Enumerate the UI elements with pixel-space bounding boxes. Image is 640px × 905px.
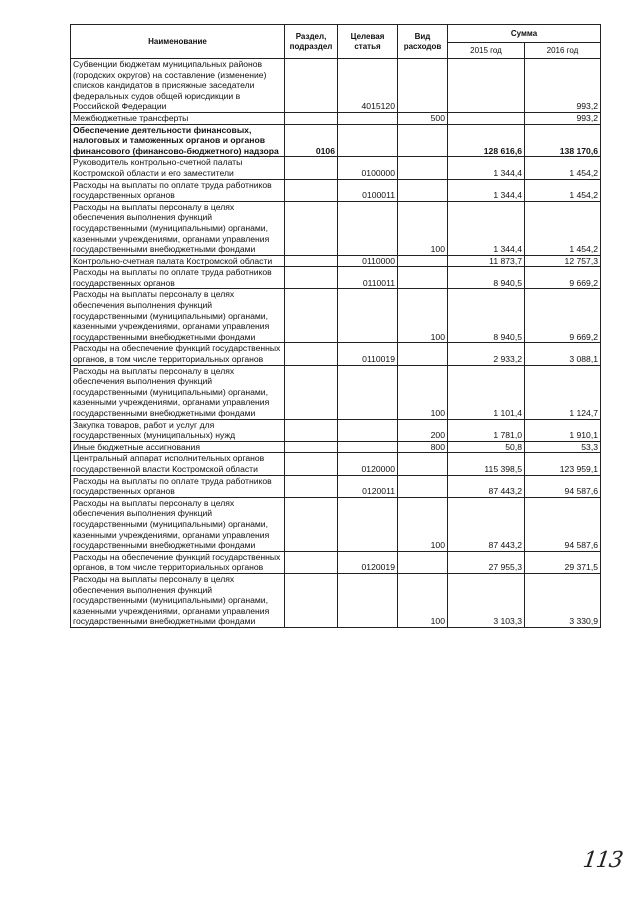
table-row (71, 289, 601, 343)
row-sum-2016: 3 088,1 (525, 343, 601, 365)
row-sum-2015: 8 940,5 (448, 267, 525, 289)
row-sum-2015 (448, 112, 525, 124)
row-sum-2015: 1 101,4 (448, 365, 525, 419)
row-sum-2015: 2 933,2 (448, 343, 525, 365)
row-sum-2016: 993,2 (525, 112, 601, 124)
row-sum-2016: 1 454,2 (525, 157, 601, 179)
table-row (71, 441, 601, 453)
header-target: Целевая статья (338, 25, 398, 59)
row-target (338, 497, 398, 551)
row-sum-2015: 50,8 (448, 441, 525, 453)
row-name: Расходы на обеспечение функций государственных органов, в том числе территориальных органов (71, 343, 285, 365)
row-expense-type (398, 157, 448, 179)
row-section (285, 267, 338, 289)
table-row (71, 419, 601, 441)
row-sum-2015: 1 344,4 (448, 201, 525, 255)
table-row (71, 551, 601, 573)
row-sum-2016: 29 371,5 (525, 551, 601, 573)
row-target (338, 201, 398, 255)
row-target: 0100000 (338, 157, 398, 179)
row-section (285, 573, 338, 627)
table-row (71, 573, 601, 627)
row-section (285, 441, 338, 453)
row-sum-2016: 94 587,6 (525, 475, 601, 497)
row-name: Расходы на выплаты персоналу в целях обеспечения выполнения функций государственными (муниципальными) органами, казенными учреждениями, органами управления государственными внебюджетными фондами (71, 289, 285, 343)
table-row (71, 157, 601, 179)
row-expense-type: 200 (398, 419, 448, 441)
row-sum-2016: 12 757,3 (525, 255, 601, 267)
row-expense-type (398, 475, 448, 497)
table-row (71, 124, 601, 157)
row-section (285, 475, 338, 497)
row-sum-2016: 9 669,2 (525, 267, 601, 289)
row-name: Расходы на выплаты персоналу в целях обеспечения выполнения функций государственными (муниципальными) органами, казенными учреждениями, органами управления государственными внебюджетными фондами (71, 201, 285, 255)
row-sum-2016: 94 587,6 (525, 497, 601, 551)
row-expense-type: 100 (398, 289, 448, 343)
row-section (285, 59, 338, 113)
row-sum-2015: 27 955,3 (448, 551, 525, 573)
page-number: 113 (581, 848, 624, 873)
row-sum-2016: 1 910,1 (525, 419, 601, 441)
row-name: Расходы на обеспечение функций государственных органов, в том числе территориальных органов (71, 551, 285, 573)
table-header (71, 25, 601, 59)
row-sum-2016: 1 124,7 (525, 365, 601, 419)
row-expense-type (398, 59, 448, 113)
row-sum-2015: 11 873,7 (448, 255, 525, 267)
row-sum-2015: 87 443,2 (448, 497, 525, 551)
row-target: 0110011 (338, 267, 398, 289)
table-row (71, 112, 601, 124)
row-name: Контрольно-счетная палата Костромской области (71, 255, 285, 267)
row-section (285, 201, 338, 255)
row-name: Расходы на выплаты персоналу в целях обеспечения выполнения функций государственными (муниципальными) органами, казенными учреждениями, органами управления государственными внебюджетными фондами (71, 365, 285, 419)
row-expense-type (398, 255, 448, 267)
row-expense-type: 100 (398, 201, 448, 255)
row-target: 0100011 (338, 179, 398, 201)
row-sum-2016: 1 454,2 (525, 201, 601, 255)
row-name: Руководитель контрольно-счетной палаты Костромской области и его заместители (71, 157, 285, 179)
header-year-2015: 2015 год (448, 43, 525, 59)
row-expense-type (398, 551, 448, 573)
row-expense-type (398, 124, 448, 157)
row-section (285, 289, 338, 343)
table-row (71, 59, 601, 113)
row-section (285, 112, 338, 124)
row-name: Субвенции бюджетам муниципальных районов (городских округов) на составление (изменение) списков кандидатов в присяжные заседатели федеральных судов общей юрисдикции в Российской Федерации (71, 59, 285, 113)
row-target (338, 289, 398, 343)
row-sum-2016: 9 669,2 (525, 289, 601, 343)
table-row (71, 267, 601, 289)
row-sum-2015: 128 616,6 (448, 124, 525, 157)
row-sum-2015: 1 344,4 (448, 157, 525, 179)
header-expense-type: Вид расходов (398, 25, 448, 59)
row-expense-type (398, 179, 448, 201)
row-target: 0110019 (338, 343, 398, 365)
row-expense-type (398, 343, 448, 365)
row-sum-2015: 1 781,0 (448, 419, 525, 441)
row-target (338, 112, 398, 124)
row-section (285, 255, 338, 267)
header-section: Раздел, подраздел (285, 25, 338, 59)
row-sum-2016: 138 170,6 (525, 124, 601, 157)
row-expense-type: 800 (398, 441, 448, 453)
row-target (338, 419, 398, 441)
table-row (71, 365, 601, 419)
table-row (71, 255, 601, 267)
row-name: Расходы на выплаты персоналу в целях обеспечения выполнения функций государственными (муниципальными) органами, казенными учреждениями, органами управления государственными внебюджетными фондами (71, 573, 285, 627)
row-name: Расходы на выплаты по оплате труда работников государственных органов (71, 179, 285, 201)
row-sum-2015: 8 940,5 (448, 289, 525, 343)
row-expense-type (398, 453, 448, 475)
table-row (71, 179, 601, 201)
row-section (285, 179, 338, 201)
table-row (71, 343, 601, 365)
row-sum-2016: 1 454,2 (525, 179, 601, 201)
header-sum: Сумма (448, 25, 601, 43)
table-row (71, 497, 601, 551)
table-body (71, 59, 601, 628)
row-name: Расходы на выплаты персоналу в целях обеспечения выполнения функций государственными (муниципальными) органами, казенными учреждениями, органами управления государственными внебюджетными фондами (71, 497, 285, 551)
row-section (285, 343, 338, 365)
row-sum-2016: 53,3 (525, 441, 601, 453)
row-target: 0120000 (338, 453, 398, 475)
row-name: Расходы на выплаты по оплате труда работников государственных органов (71, 475, 285, 497)
budget-table (70, 24, 601, 628)
row-sum-2015 (448, 59, 525, 113)
row-section (285, 419, 338, 441)
row-section (285, 365, 338, 419)
row-name: Центральный аппарат исполнительных органов государственной власти Костромской области (71, 453, 285, 475)
header-name: Наименование (71, 25, 285, 59)
row-name: Иные бюджетные ассигнования (71, 441, 285, 453)
header-year-2016: 2016 год (525, 43, 601, 59)
row-section (285, 453, 338, 475)
row-name: Закупка товаров, работ и услуг для государственных (муниципальных) нужд (71, 419, 285, 441)
row-expense-type (398, 267, 448, 289)
row-target: 0120019 (338, 551, 398, 573)
row-expense-type: 500 (398, 112, 448, 124)
row-target (338, 365, 398, 419)
row-target (338, 573, 398, 627)
row-target: 0120011 (338, 475, 398, 497)
row-expense-type: 100 (398, 573, 448, 627)
row-sum-2015: 1 344,4 (448, 179, 525, 201)
row-sum-2016: 993,2 (525, 59, 601, 113)
row-section (285, 497, 338, 551)
row-sum-2015: 87 443,2 (448, 475, 525, 497)
row-name: Обеспечение деятельности финансовых, налоговых и таможенных органов и органов финансового (финансово-бюджетного) надзора (71, 124, 285, 157)
row-sum-2015: 3 103,3 (448, 573, 525, 627)
table-row (71, 453, 601, 475)
row-section: 0106 (285, 124, 338, 157)
row-expense-type: 100 (398, 497, 448, 551)
row-target (338, 124, 398, 157)
row-sum-2015: 115 398,5 (448, 453, 525, 475)
table-row (71, 201, 601, 255)
row-expense-type: 100 (398, 365, 448, 419)
row-target (338, 441, 398, 453)
row-sum-2016: 123 959,1 (525, 453, 601, 475)
row-name: Расходы на выплаты по оплате труда работников государственных органов (71, 267, 285, 289)
table-row (71, 475, 601, 497)
row-name: Межбюджетные трансферты (71, 112, 285, 124)
row-section (285, 157, 338, 179)
row-section (285, 551, 338, 573)
row-target: 4015120 (338, 59, 398, 113)
row-sum-2016: 3 330,9 (525, 573, 601, 627)
row-target: 0110000 (338, 255, 398, 267)
